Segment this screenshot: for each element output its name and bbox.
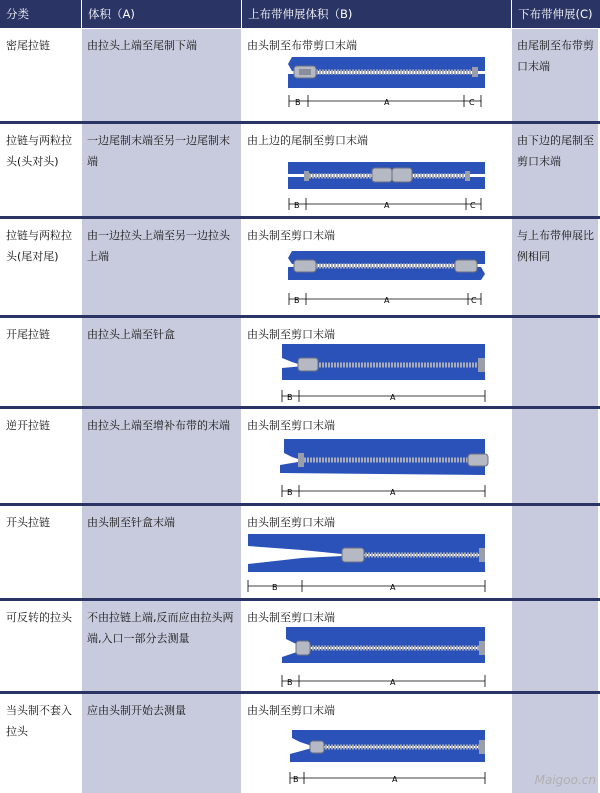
- watermark: Maigoo.cn: [534, 773, 596, 787]
- length-a-cell: 由拉头上端至尾制下端: [82, 29, 241, 121]
- dim-label-b: B: [287, 488, 293, 497]
- double-slider-head-to-head-zipper-icon: [242, 124, 511, 216]
- open-top-zipper-icon: [242, 506, 511, 598]
- extension-b-text: 由头制至剪口末端: [247, 229, 335, 242]
- dim-label-c: C: [469, 98, 475, 107]
- category-cell: 当头制不套入拉头: [0, 694, 81, 793]
- extension-b-text: 由头制至剪口末端: [247, 704, 335, 717]
- extension-b-cell: [242, 409, 511, 503]
- length-a-cell: 不由拉链上端,反而应由拉头两端,入口一部分去测量: [82, 601, 241, 691]
- dim-label-b: B: [294, 296, 300, 305]
- table-row: [0, 409, 600, 503]
- extension-c-cell: 与上布带伸展比例相同: [512, 219, 598, 315]
- dim-label-a: A: [392, 775, 398, 784]
- extension-c-cell: [512, 409, 598, 503]
- category-cell: 逆开拉链: [0, 409, 81, 503]
- dim-label-a: A: [384, 201, 390, 210]
- double-slider-tail-to-tail-zipper-icon: [242, 219, 511, 315]
- extension-b-cell: [242, 219, 511, 315]
- reverse-open-end-zipper-icon: [242, 409, 511, 503]
- table-row: [0, 694, 600, 793]
- extension-c-cell: [512, 506, 598, 598]
- extension-c-cell: [512, 601, 598, 691]
- dim-label-a: A: [390, 393, 396, 402]
- category-cell: 密尾拉链: [0, 29, 81, 121]
- table-row: [0, 318, 600, 406]
- extension-b-text: 由上边的尾制至剪口末端: [247, 134, 368, 147]
- dim-label-b: B: [293, 775, 299, 784]
- dim-label-a: A: [390, 678, 396, 687]
- dim-label-b: B: [294, 201, 300, 210]
- header-bottom-extension-c: 下布带伸展(C): [512, 0, 600, 28]
- table-row: [0, 219, 600, 315]
- extension-b-cell: [242, 124, 511, 216]
- table-row: [0, 601, 600, 691]
- extension-c-cell: 由尾制至布带剪口末端: [512, 29, 598, 121]
- table-row: [0, 506, 600, 598]
- extension-b-text: 由头制至剪口末端: [247, 328, 335, 341]
- detached-top-stop-zipper-icon: [242, 694, 511, 793]
- closed-end-zipper-icon: [242, 29, 511, 121]
- extension-b-cell: [242, 318, 511, 406]
- length-a-cell: 应由头制开始去测量: [82, 694, 241, 793]
- extension-b-text: 由头制至剪口末端: [247, 611, 335, 624]
- extension-b-cell: [242, 29, 511, 121]
- table-row: [0, 29, 600, 121]
- header-length-a: 体积（A): [82, 0, 241, 28]
- extension-b-text: 由头制至剪口末端: [247, 419, 335, 432]
- length-a-cell: 一边尾制末端至另一边尾制末端: [82, 124, 241, 216]
- dim-label-a: A: [390, 488, 396, 497]
- dim-label-a: A: [384, 98, 390, 107]
- length-a-cell: 由拉头上端至针盒: [82, 318, 241, 406]
- dim-label-c: C: [470, 201, 476, 210]
- dim-label-b: B: [287, 678, 293, 687]
- dim-label-a: A: [390, 583, 396, 592]
- table-row: [0, 124, 600, 216]
- extension-b-text: 由头制至布带剪口末端: [247, 39, 357, 52]
- category-cell: 可反转的拉头: [0, 601, 81, 691]
- category-cell: 拉链与两粒拉头(尾对尾): [0, 219, 81, 315]
- extension-c-cell: 由下边的尾制至剪口末端: [512, 124, 598, 216]
- open-end-zipper-icon: [242, 318, 511, 406]
- header-top-extension-b: 上布带伸展体积（B): [242, 0, 511, 28]
- extension-b-cell: [242, 694, 511, 793]
- extension-b-text: 由头制至剪口末端: [247, 516, 335, 529]
- length-a-cell: 由头制至针盒末端: [82, 506, 241, 598]
- category-cell: 开尾拉链: [0, 318, 81, 406]
- length-a-cell: 由一边拉头上端至另一边拉头上端: [82, 219, 241, 315]
- extension-b-cell: [242, 506, 511, 598]
- category-cell: 开头拉链: [0, 506, 81, 598]
- extension-b-cell: [242, 601, 511, 691]
- dim-label-b: B: [272, 583, 278, 592]
- dim-label-c: C: [471, 296, 477, 305]
- reversible-slider-zipper-icon: [242, 601, 511, 691]
- dim-label-a: A: [384, 296, 390, 305]
- extension-c-cell: [512, 318, 598, 406]
- dim-label-b: B: [287, 393, 293, 402]
- header-category: 分类: [0, 0, 81, 28]
- dim-label-b: B: [295, 98, 301, 107]
- length-a-cell: 由拉头上端至增补布带的末端: [82, 409, 241, 503]
- category-cell: 拉链与两粒拉头(头对头): [0, 124, 81, 216]
